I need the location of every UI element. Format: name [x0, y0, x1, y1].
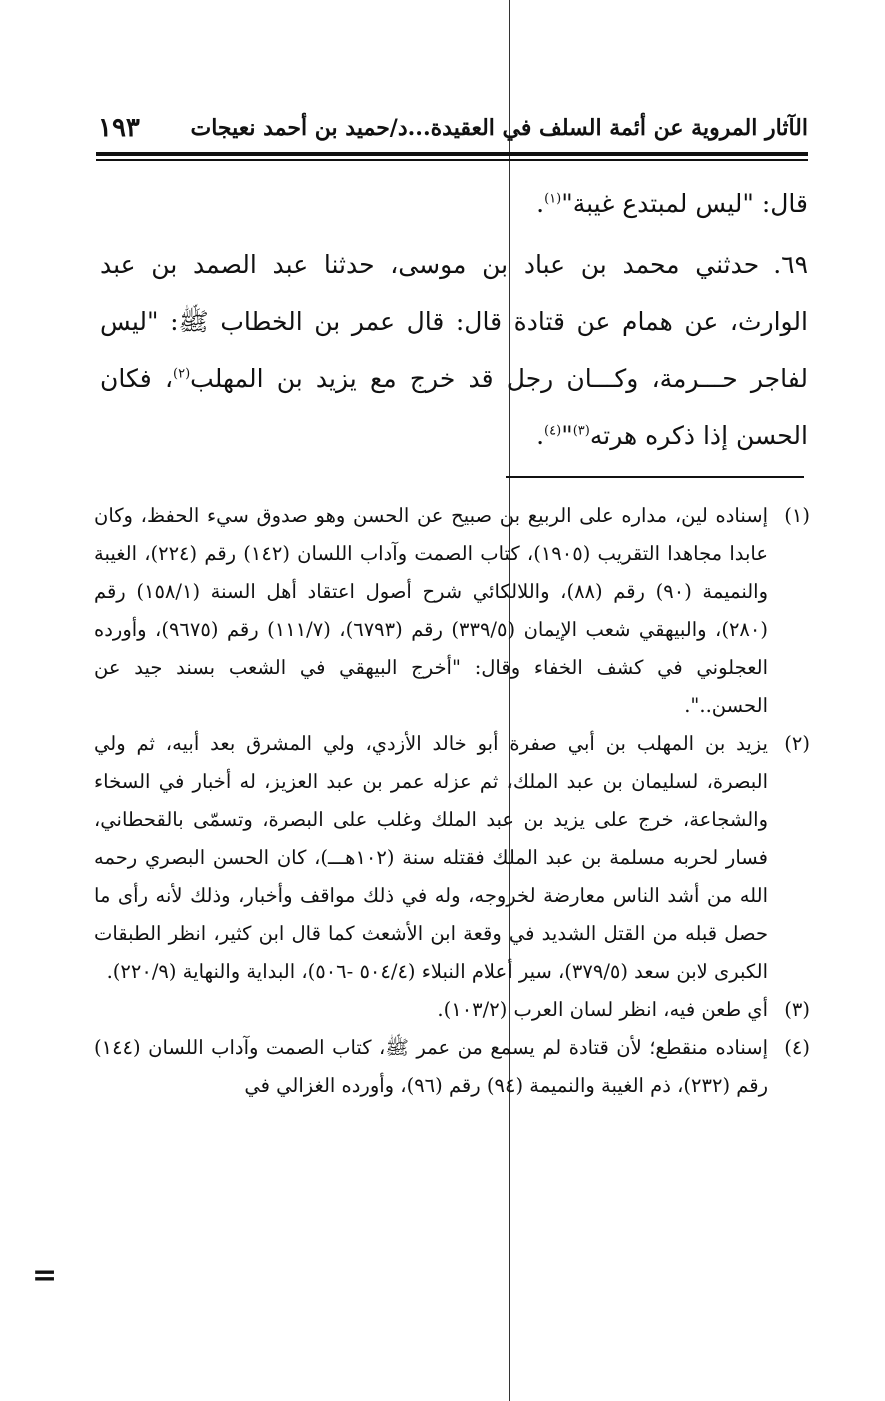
- footnote-marker: (٤): [784, 1036, 810, 1059]
- footnote-marker: (٢): [784, 732, 810, 755]
- header-rule-thin: [96, 159, 808, 161]
- footnote-text: إسناده لين، مداره على الربيع بن صبيح عن الحسن وهو صدوق سيء الحفظ، وكان عابدا مجاهدا التقريب (١٩٠٥)، كتاب الصمت وآداب اللسان (١٤٢) رقم (٢٢٤)، الغيبة والنميمة (٩٠) رقم (٨٨)، واللالكائي شرح أصول اعتقاد أهل السنة (١٥٨/١) رقم (٢٨٠)، والبيهقي شعب الإيمان (٣٣٩/٥) رقم (٦٧٩٣)، (١١١/٧) رقم (٩٦٧٥)، وأورده العجلوني في كشف الخفاء وقال: "أخرج البيهقي في الشعب بسند جيد عن الحسن..".: [94, 504, 768, 717]
- paragraph-number: ٦٩.: [773, 250, 808, 279]
- paragraph-text-1: حدثني محمد بن عباد بن موسى، حدثنا عبد الصمد بن عبد الوارث، عن همام عن قتادة قال: قال عمر بن الخطاب ﷺ: "ليس لفاجر حـــرمة، وكـــان رجل قد خرج مع يزيد بن المهلب: [100, 250, 808, 393]
- paragraph-text-2: ، فكان الحسن إذا ذكره هرته: [100, 364, 808, 450]
- footnotes: [94, 497, 810, 1105]
- footnote-marker: (١): [784, 504, 810, 527]
- footnote-marker: (٣): [784, 998, 810, 1021]
- running-header: [98, 108, 808, 148]
- continuation-mark: =: [32, 1258, 58, 1293]
- footnote-3: [94, 991, 810, 1029]
- footnote-text: إسناده منقطع؛ لأن قتادة لم يسمع من عمر ﷺ، كتاب الصمت وآداب اللسان (١٤٤) رقم (٢٣٢)، ذم الغيبة والنميمة (٩٤) رقم (٩٦)، وأورده الغزالي في: [94, 1036, 768, 1097]
- paragraph-text-3: ": [561, 421, 573, 450]
- quote-paragraph: [100, 178, 808, 230]
- footnote-separator: [506, 476, 804, 478]
- footnote-2: [94, 725, 810, 991]
- footnote-4: [94, 1029, 810, 1105]
- header-title: الآثار المروية عن أئمة السلف في العقيدة...د/حميد بن أحمد نعيجات: [190, 115, 808, 141]
- footnote-ref-1: (١): [544, 191, 562, 207]
- narration-paragraph: [100, 236, 808, 464]
- page-number: ١٩٣: [98, 113, 140, 143]
- footnote-ref-3: (٣): [572, 423, 590, 439]
- footnote-1: [94, 497, 810, 725]
- quote-text: قال: "ليس لمبتدع غيبة": [561, 189, 808, 218]
- header-rule-thick: [96, 152, 808, 156]
- footnote-ref-2: (٢): [173, 366, 191, 382]
- main-text: [100, 178, 808, 464]
- quote-end: .: [536, 189, 545, 218]
- footnote-ref-4: (٤): [544, 423, 562, 439]
- footnote-text: يزيد بن المهلب بن أبي صفرة أبو خالد الأزدي، ولي المشرق بعد أبيه، ثم ولي البصرة، لسليمان بن عبد الملك، ثم عزله عمر بن عبد العزيز، له أخبار في السخاء والشجاعة، خرج على يزيد بن عبد الملك وغلب على البصرة، وتسمّى بالقحطاني، فسار لحربه مسلمة بن عبد الملك فقتله سنة (١٠٢هـــ)، كان الحسن البصري رحمه الله من أشد الناس معارضة لخروجه، وله في ذلك مواقف وأخبار، وذلك لأنه رأى ما حصل قبله من القتل الشديد في وقعة ابن الأشعث كما قال ابن كثير، انظر الطبقات الكبرى لابن سعد (٣٧٩/٥)، سير أعلام النبلاء (٥٠٤/٤ -٥٠٦)، البداية والنهاية (٢٢٠/٩).: [94, 732, 768, 983]
- paragraph-end: .: [536, 421, 545, 450]
- footnote-text: أي طعن فيه، انظر لسان العرب (١٠٣/٢).: [437, 998, 768, 1021]
